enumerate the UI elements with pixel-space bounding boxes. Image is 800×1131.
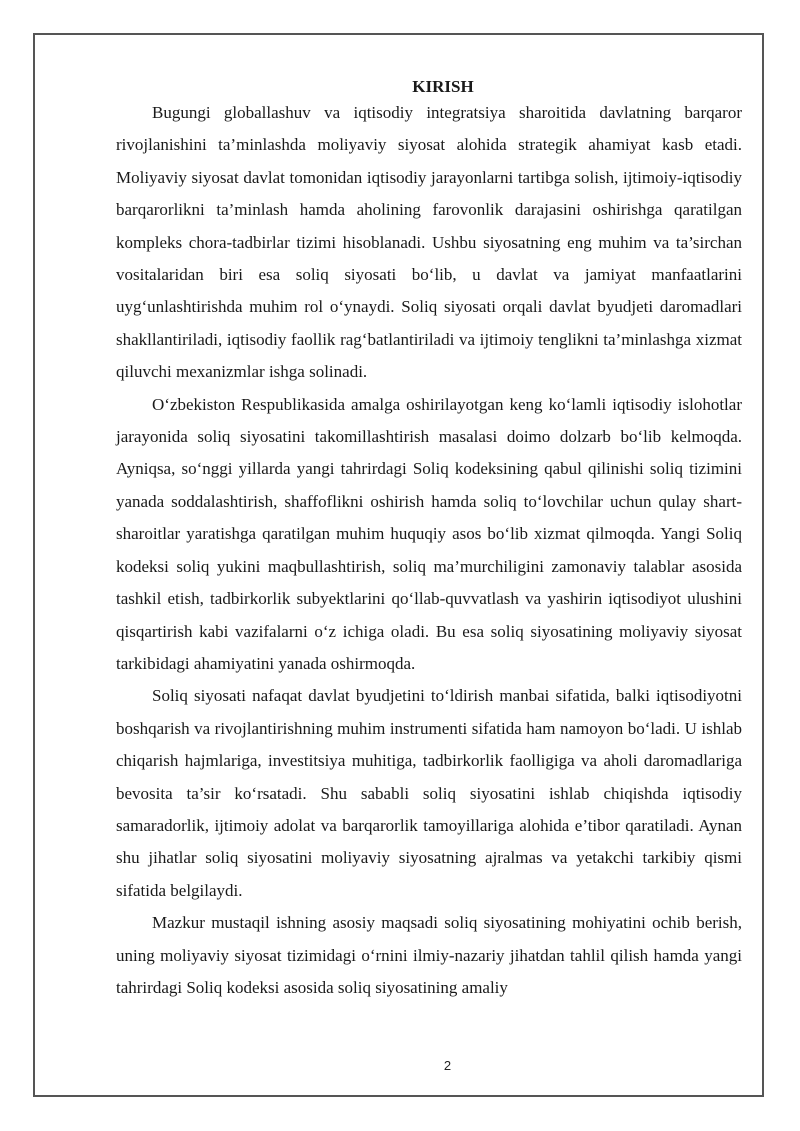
paragraph-1: Bugungi globallashuv va iqtisodiy integratsiya sharoitida davlatning barqaror rivojlanishini ta’minlashda moliyaviy siyosat alohida strategik ahamiyat kasb etadi. Moliyaviy siyosat davlat tomonidan iqtisodiy jarayonlarni tartibga solish, ijtimoiy-iqtisodiy barqarorlikni ta’minlash hamda aholining farovonlik darajasini oshirishga qaratilgan kompleks chora-tadbirlar tizimi hisoblanadi. Ushbu siyosatning eng muhim va ta’sirchan vositalaridan biri esa soliq siyosati bo‘lib, u davlat va jamiyat manfaatlarini uyg‘unlashtirishda muhim rol o‘ynaydi. Soliq siyosati orqali davlat byudjeti daromadlari shakllantiriladi, iqtisodiy faollik rag‘batlantiriladi va ijtimoiy tenglikni ta’minlashga xizmat qiluvchi mexanizmlar ishga solinadi. [116, 103, 742, 382]
section-title: KIRISH [412, 77, 474, 96]
paragraph-4: Mazkur mustaqil ishning asosiy maqsadi soliq siyosatining mohiyatini ochib berish, uning moliyaviy siyosat tizimidagi o‘rnini ilmiy-nazariy jihatdan tahlil qilish hamda yangi tahrirdagi Soliq kodeksi asosida soliq siyosatining amaliy [116, 913, 742, 997]
paragraph-3: Soliq siyosati nafaqat davlat byudjetini to‘ldirish manbai sifatida, balki iqtisodiyotni boshqarish va rivojlantirishning muhim instrumenti sifatida ham namoyon bo‘ladi. U ishlab chiqarish hajmlariga, investitsiya muhitiga, tadbirkorlik faolligiga va aholi daromadlariga bevosita ta’sir ko‘rsatadi. Shu sababli soliq siyosatini ishlab chiqishda iqtisodiy samaradorlik, ijtimoiy adolat va barqarorlik tamoyillariga alohida e’tibor qaratiladi. Aynan shu jihatlar soliq siyosatini moliyaviy siyosatning ajralmas va yetakchi tarkibiy qismi sifatida belgilaydi. [116, 686, 742, 900]
paragraph-2: O‘zbekiston Respublikasida amalga oshirilayotgan keng ko‘lamli iqtisodiy islohotlar jarayonida soliq siyosatini takomillashtirish masalasi doimo dolzarb bo‘lib kelmoqda. Ayniqsa, so‘nggi yillarda yangi tahrirdagi Soliq kodeksining qabul qilinishi soliq tizimini yanada soddalashtirish, shaffoflikni oshirish hamda soliq to‘lovchilar uchun qulay shart-sharoitlar yaratishga qaratilgan muhim huquqiy asos bo‘lib xizmat qilmoqda. Yangi Soliq kodeksi soliq yukini maqbullashtirish, soliq ma’murchiligini zamonaviy talablar asosida tashkil etish, tadbirkorlik subyektlarini qo‘llab-quvvatlash va yashirin iqtisodiyot ulushini qisqartirish kabi vazifalarni o‘z ichiga oladi. Bu esa soliq siyosatining moliyaviy siyosat tarkibidagi ahamiyatini yanada oshirmoqda. [116, 394, 742, 673]
document-body [116, 76, 742, 1004]
page-number: 2 [443, 1058, 452, 1073]
